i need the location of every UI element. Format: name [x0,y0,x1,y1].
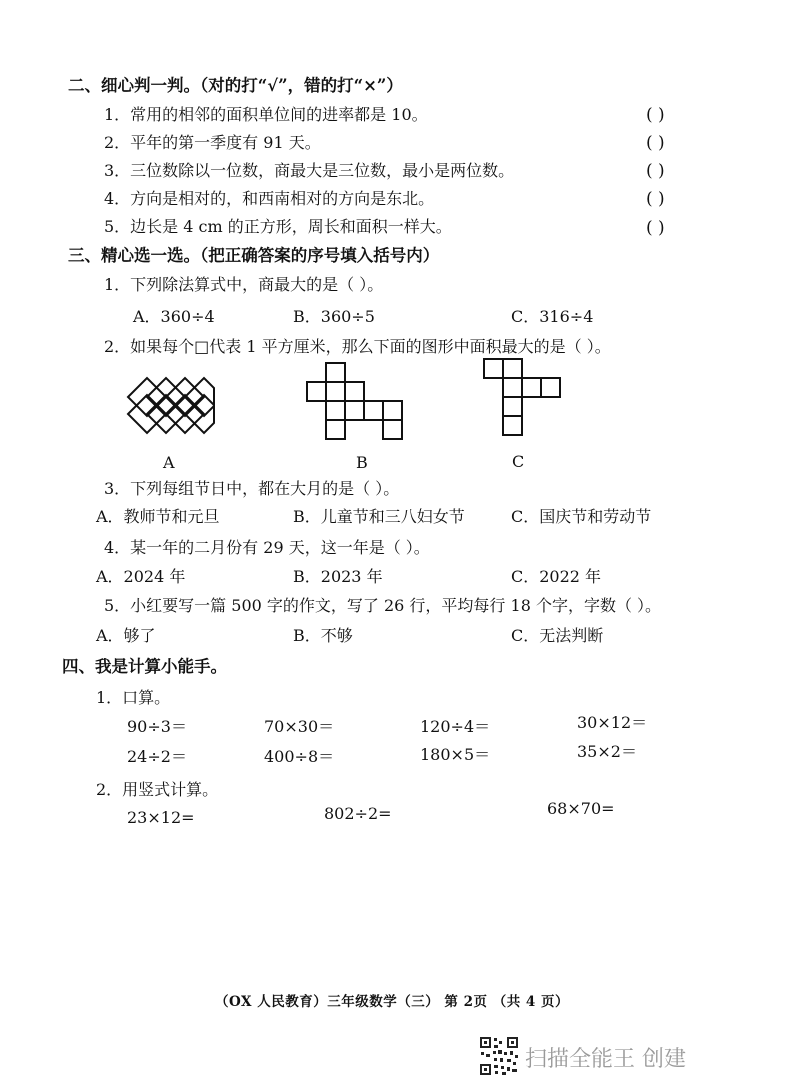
qr-code-icon [479,1036,519,1076]
section-2-title: 二、细心判一判。（对的打“√”，错的打“×”） [68,76,403,95]
judge-answer-5[interactable]: ( ) [646,218,665,238]
choice-q5-a[interactable]: A．够了 [96,626,156,645]
figure-a-label[interactable]: A [163,453,175,472]
choice-q4-b[interactable]: B．2023 年 [293,567,383,586]
judge-item-1: 1．常用的相邻的面积单位间的进率都是 10。 [104,105,428,124]
choice-q1-a[interactable]: A．360÷4 [133,307,215,326]
judge-item-5: 5．边长是 4 cm 的正方形，周长和面积一样大。 [104,217,452,236]
choice-q1-b[interactable]: B．360÷5 [293,307,375,326]
choice-q5-b[interactable]: B．不够 [293,626,353,645]
choice-q5-c[interactable]: C．无法判断 [511,626,604,645]
figure-b-label[interactable]: B [356,453,368,472]
figure-c [483,358,563,438]
mental-calc-3: 120÷4＝ [420,717,491,736]
choice-q4: 4．某一年的二月份有 29 天，这一年是（ ）。 [104,538,430,557]
choice-q3-b[interactable]: B．儿童节和三八妇女节 [293,507,465,526]
scanner-watermark [473,1036,788,1076]
choice-q2: 2．如果每个□代表 1 平方厘米，那么下面的图形中面积最大的是（ ）。 [104,337,611,356]
judge-answer-4[interactable]: ( ) [646,189,665,209]
judge-item-3: 3．三位数除以一位数，商最大是三位数，最小是两位数。 [104,161,515,180]
choice-q4-c[interactable]: C．2022 年 [511,567,602,586]
judge-answer-2[interactable]: ( ) [646,133,665,153]
choice-q4-a[interactable]: A．2024 年 [96,567,186,586]
figure-b [306,362,406,442]
mental-calc-7: 180×5＝ [420,745,491,764]
figure-a [126,376,216,436]
choice-q1: 1．下列除法算式中，商最大的是（ ）。 [104,275,384,294]
choice-q3-a[interactable]: A．教师节和元旦 [96,507,220,526]
figure-c-label[interactable]: C [512,452,525,471]
page-footer: （OX 人民教育）三年级数学（三） 第 2页 （共 4 页） [215,994,569,1010]
judge-answer-1[interactable]: ( ) [646,105,665,125]
section-4-title: 四、我是计算小能手。 [62,657,227,676]
mental-calc-5: 24÷2＝ [127,747,187,766]
judge-item-4: 4．方向是相对的，和西南相对的方向是东北。 [104,189,435,208]
choice-q1-c[interactable]: C．316÷4 [511,307,594,326]
choice-q3: 3．下列每组节日中，都在大月的是（ ）。 [104,479,400,498]
vertical-calc-heading: 2．用竖式计算。 [96,780,219,799]
vertical-calc-3: 68×70= [547,799,615,818]
judge-item-2: 2．平年的第一季度有 91 天。 [104,133,321,152]
mental-calc-heading: 1．口算。 [96,688,171,707]
section-3-title: 三、精心选一选。（把正确答案的序号填入括号内） [68,246,440,265]
mental-calc-1: 90÷3＝ [127,717,187,736]
mental-calc-4: 30×12＝ [577,713,648,732]
judge-answer-3[interactable]: ( ) [646,161,665,181]
mental-calc-6: 400÷8＝ [264,747,335,766]
choice-q5: 5．小红要写一篇 500 字的作文，写了 26 行，平均每行 18 个字，字数（ ）。 [104,596,662,615]
mental-calc-2: 70×30＝ [264,717,335,736]
choice-q3-c[interactable]: C．国庆节和劳动节 [511,507,652,526]
vertical-calc-2: 802÷2= [324,804,392,823]
mental-calc-8: 35×2＝ [577,742,637,761]
watermark-text: 扫描全能王 创建 [525,1047,686,1072]
vertical-calc-1: 23×12= [127,808,195,827]
